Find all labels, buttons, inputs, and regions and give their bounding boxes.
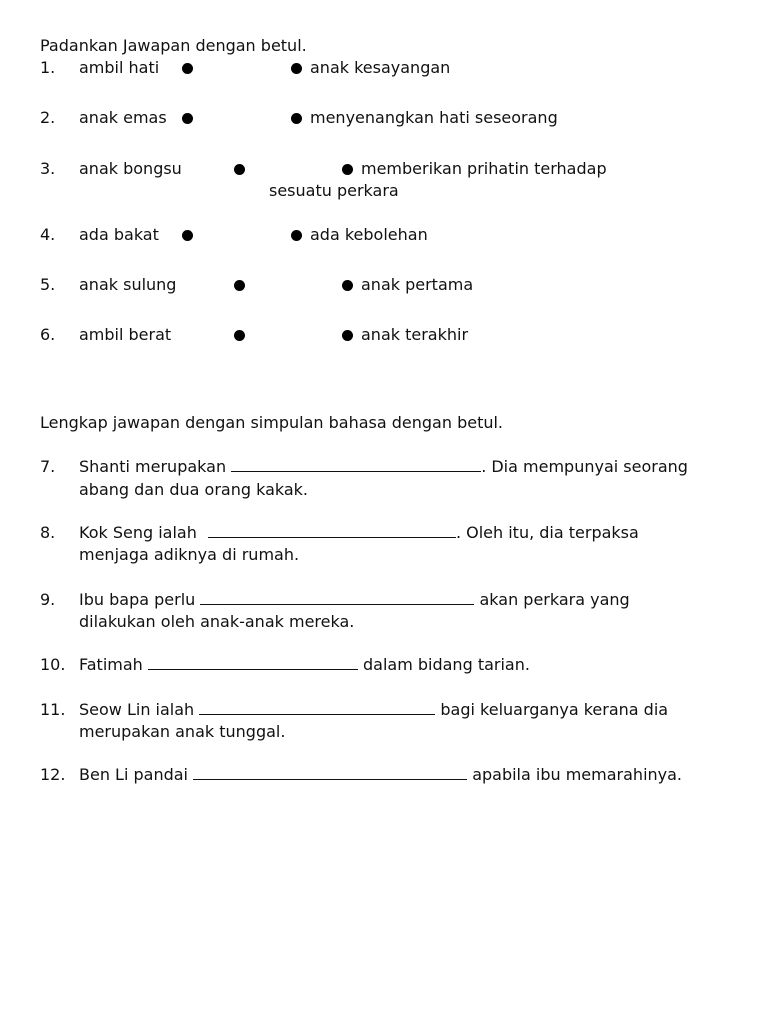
item-7-number: 7. <box>40 457 56 476</box>
item-10-line <box>79 655 530 675</box>
item-12-number: 12. <box>40 765 66 784</box>
item-3-left-dot[interactable] <box>234 164 245 175</box>
item-10-after: dalam bidang tarian. <box>362 655 530 674</box>
item-7-answer-blank[interactable] <box>231 457 481 472</box>
item-3-number: 3. <box>40 159 56 178</box>
item-9-answer-blank[interactable] <box>200 590 474 605</box>
item-11-answer-blank[interactable] <box>199 700 435 715</box>
item-9-number: 9. <box>40 590 56 609</box>
item-4-left-dot[interactable] <box>182 230 193 241</box>
item-4-right-dot[interactable] <box>291 230 302 241</box>
item-8-number: 8. <box>40 523 56 542</box>
item-3-right-meaning-cont: sesuatu perkara <box>269 181 399 200</box>
item-3-right-dot[interactable] <box>342 164 353 175</box>
item-2-right-dot[interactable] <box>291 113 302 124</box>
item-11-line <box>79 700 668 720</box>
item-4-number: 4. <box>40 225 56 244</box>
item-1-right-dot[interactable] <box>291 63 302 74</box>
item-11-before: Seow Lin ialah <box>79 700 195 719</box>
item-9-line <box>79 590 630 610</box>
item-12-after: apabila ibu memarahinya. <box>472 765 683 784</box>
section2-instruction: Lengkap jawapan dengan simpulan bahasa dengan betul. <box>40 413 504 432</box>
item-5-number: 5. <box>40 275 56 294</box>
item-7-after: . Dia mempunyai seorang <box>481 457 688 476</box>
item-2-number: 2. <box>40 108 56 127</box>
item-1-left-dot[interactable] <box>182 63 193 74</box>
item-10-number: 10. <box>40 655 66 674</box>
item-5-left-dot[interactable] <box>234 280 245 291</box>
item-12-answer-blank[interactable] <box>193 765 467 780</box>
item-11-cont: merupakan anak tunggal. <box>79 722 286 741</box>
item-6-right-dot[interactable] <box>342 330 353 341</box>
item-11-after: bagi keluarganya kerana dia <box>440 700 669 719</box>
item-7-line <box>79 457 688 477</box>
item-8-answer-blank[interactable] <box>208 523 456 538</box>
item-11-number: 11. <box>40 700 66 719</box>
item-8-after: . Oleh itu, dia terpaksa <box>455 523 639 542</box>
item-9-before: Ibu bapa perlu <box>79 590 196 609</box>
item-10-answer-blank[interactable] <box>148 655 358 670</box>
item-3-left-term: anak bongsu <box>79 159 182 178</box>
item-6-right-meaning: anak terakhir <box>361 325 469 344</box>
item-1-number: 1. <box>40 58 56 77</box>
item-12-before: Ben Li pandai <box>79 765 188 784</box>
item-9-after: akan perkara yang <box>479 590 630 609</box>
item-6-left-term: ambil berat <box>79 325 172 344</box>
item-2-left-dot[interactable] <box>182 113 193 124</box>
item-6-number: 6. <box>40 325 56 344</box>
item-7-cont: abang dan dua orang kakak. <box>79 480 309 499</box>
item-9-cont: dilakukan oleh anak-anak mereka. <box>79 612 355 631</box>
item-10-before: Fatimah <box>79 655 143 674</box>
section1-instruction: Padankan Jawapan dengan betul. <box>40 36 307 55</box>
item-4-left-term: ada bakat <box>79 225 159 244</box>
item-5-right-dot[interactable] <box>342 280 353 291</box>
item-8-cont: menjaga adiknya di rumah. <box>79 545 300 564</box>
item-8-before: Kok Seng ialah <box>79 523 197 542</box>
item-4-right-meaning: ada kebolehan <box>310 225 428 244</box>
item-7-before: Shanti merupakan <box>79 457 227 476</box>
item-3-right-meaning: memberikan prihatin terhadap <box>361 159 607 178</box>
item-1-left-term: ambil hati <box>79 58 160 77</box>
item-5-left-term: anak sulung <box>79 275 177 294</box>
item-6-left-dot[interactable] <box>234 330 245 341</box>
item-12-line <box>79 765 682 785</box>
item-2-right-meaning: menyenangkan hati seseorang <box>310 108 558 127</box>
item-8-line <box>79 523 639 543</box>
item-5-right-meaning: anak pertama <box>361 275 474 294</box>
item-1-right-meaning: anak kesayangan <box>310 58 451 77</box>
item-2-left-term: anak emas <box>79 108 167 127</box>
